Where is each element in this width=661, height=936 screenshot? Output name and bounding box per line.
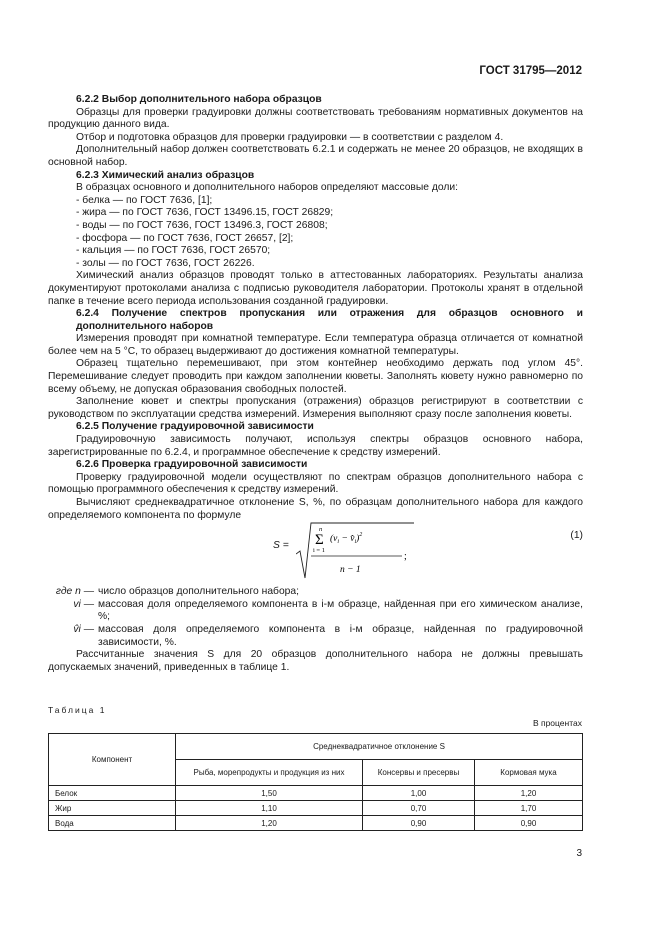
- page-number: 3: [576, 848, 582, 859]
- table-header-col: Рыба, морепродукты и продукция из них: [176, 760, 363, 786]
- table-header-component: Компонент: [49, 734, 176, 786]
- table-cell: Вода: [49, 816, 176, 831]
- sum-lower-limit: i = 1: [313, 547, 325, 555]
- document-body: [48, 94, 583, 674]
- section-heading-625: 6.2.5 Получение градуировочной зависимости: [76, 421, 314, 433]
- paragraph: Проверку градуировочной модели осуществляют по спектрам образцов дополнительного набора с помощью программного обеспечения к средству измерений.: [48, 471, 583, 496]
- paragraph: Градуировочную зависимость получают, используя спектры образцов основного набора, зарегистрированные по 6.2.4, и программное обеспечение к средству измерений.: [48, 434, 583, 458]
- section-heading-623: 6.2.3 Химический анализ образцов: [76, 169, 255, 181]
- where-item: [48, 624, 583, 649]
- paragraph: Образцы для проверки градуировки должны соответствовать требованиям нормативных документов на продукцию данного вида.: [48, 106, 583, 131]
- where-symbol: vi —: [73, 598, 94, 610]
- table-row: [49, 816, 583, 831]
- table-row: [49, 801, 583, 816]
- paragraph: Образец тщательно перемешивают, при этом контейнер необходимо держать под углом 45°. Перемешивание следует проводить при каждом заполнении кюветы. Заполнять кювету нужно равномерно по всему объему, не допуская образования свободных полостей.: [48, 358, 583, 395]
- formula-block: [48, 522, 583, 586]
- list-item: - воды — по ГОСТ 7636, ГОСТ 13496.3, ГОСТ 26808;: [76, 219, 328, 231]
- list-item: - золы — по ГОСТ 7636, ГОСТ 26226.: [76, 257, 255, 269]
- table-cell: 1,50: [176, 786, 363, 801]
- formula-lhs: S =: [273, 540, 289, 552]
- table-cell: Белок: [49, 786, 176, 801]
- data-table: [48, 733, 583, 831]
- paragraph: Отбор и подготовка образцов для проверки градуировки — в соответствии с разделом 4.: [76, 131, 504, 143]
- table-header-col: Кормовая мука: [475, 760, 583, 786]
- where-item: [48, 599, 583, 624]
- where-text: массовая доля определяемого компонента в i-м образце, найденная при его химическом анализе, %;: [98, 598, 583, 623]
- table-cell: 1,70: [475, 801, 583, 816]
- where-item: [48, 586, 583, 599]
- table-cell: 1,20: [176, 816, 363, 831]
- table-units: В процентах: [532, 718, 582, 728]
- denominator: n − 1: [340, 565, 361, 576]
- table-cell: 1,10: [176, 801, 363, 816]
- table-cell: Жир: [49, 801, 176, 816]
- list-item: - белка — по ГОСТ 7636, [1];: [76, 194, 213, 206]
- where-symbol: v̂i —: [73, 623, 94, 635]
- section-heading-626: 6.2.6 Проверка градуировочной зависимости: [76, 459, 308, 471]
- list-item: - жира — по ГОСТ 7636, ГОСТ 13496.15, ГОСТ 26829;: [76, 207, 334, 219]
- list-item: - фосфора — по ГОСТ 7636, ГОСТ 26657, [2];: [76, 232, 294, 244]
- paragraph: В образцах основного и дополнительного наборов определяют массовые доли:: [76, 182, 459, 194]
- table-header-col: Консервы и пресервы: [363, 760, 475, 786]
- sum-upper-limit: n: [319, 526, 323, 534]
- equation-number: (1): [570, 530, 583, 542]
- table-caption: Таблица 1: [48, 705, 107, 715]
- paragraph: Вычисляют среднеквадратичное отклонение S, %, по образцам дополнительного набора для каждого определяемого компонента по формуле: [48, 497, 583, 521]
- table-header-group: Среднеквадратичное отклонение S: [176, 734, 583, 760]
- document-code: ГОСТ 31795—2012: [479, 65, 582, 77]
- paragraph: Измерения проводят при комнатной температуре. Если температура образца отличается от комнатной более чем на 5 °С, то образец выдерживают до достижения комнатной температуры.: [48, 333, 583, 357]
- svg-text:;: ;: [404, 551, 407, 563]
- table-cell: 0,90: [475, 816, 583, 831]
- where-text: массовая доля определяемого компонента в i-м образце, найденная по градуировочной зависимости, %.: [98, 623, 583, 648]
- summand: ($v_i$ − $v̂_i)^2$: [330, 532, 363, 546]
- paragraph: Дополнительный набор должен соответствовать 6.2.1 и содержать не менее 20 образцов, не входящих в основной набор.: [48, 144, 583, 168]
- table-cell: 1,00: [363, 786, 475, 801]
- section-heading-622: 6.2.2 Выбор дополнительного набора образцов: [76, 94, 322, 105]
- table-cell: 0,90: [363, 816, 475, 831]
- where-symbol: где n —: [55, 586, 94, 598]
- table-cell: 1,20: [475, 786, 583, 801]
- paragraph: Заполнение кювет и спектры пропускания (отражения) образцов регистрируют в соответствии с руководством по эксплуатации средства измерений. Измерения выполняют сразу после заполнения кюветы.: [48, 396, 583, 420]
- table-row: [49, 786, 583, 801]
- paragraph: Рассчитанные значения S для 20 образцов дополнительного набора не должны превышать допускаемых значений, приведенных в таблице 1.: [48, 649, 583, 673]
- formula-expression: [296, 522, 416, 584]
- list-item: - кальция — по ГОСТ 7636, ГОСТ 26570;: [76, 245, 271, 257]
- sigma-symbol: Σ: [315, 532, 324, 549]
- paragraph: Химический анализ образцов проводят только в аттестованных лабораториях. Результаты анализа документируют протоколами анализа с подписью руководителя лаборатории. Протоколы хранят в отдельной папке в течение всего периода использования созданной градуировки.: [48, 270, 583, 307]
- section-heading-624: 6.2.4 Получение спектров пропускания или отражения для образцов основного и дополнительного наборов: [76, 308, 583, 332]
- table-cell: 0,70: [363, 801, 475, 816]
- where-text: число образцов дополнительного набора;: [98, 586, 299, 598]
